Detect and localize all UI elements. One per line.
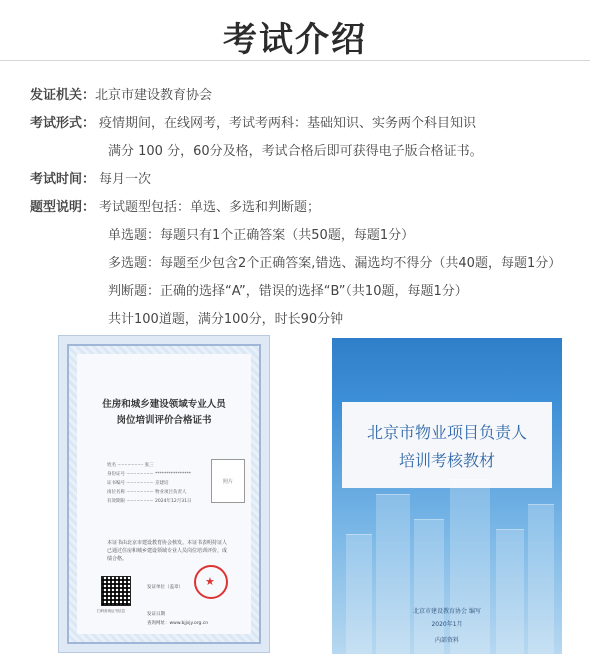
info-value: 考试题型包括：单选、多选和判断题；	[99, 200, 321, 215]
info-label: 题型说明：	[30, 200, 96, 215]
info-value: 共计100道题，满分100分，时长90分钟	[108, 312, 344, 327]
issue-date-label: 发证日期	[147, 612, 165, 617]
building-shape	[376, 494, 410, 654]
header	[0, 0, 590, 62]
textbook-title-panel	[342, 402, 552, 488]
certificate-image	[58, 335, 270, 653]
certificate-field: 有效期限 ··················· 2024年12月31日	[107, 499, 192, 504]
seal-star-icon: ★	[205, 575, 215, 588]
textbook-image	[332, 338, 562, 654]
certificate-paper	[77, 354, 251, 634]
info-row-issuer	[30, 84, 212, 103]
info-row-judge	[108, 280, 468, 299]
page-title: 考试介绍	[223, 20, 367, 60]
textbook-date: 2020年1月	[431, 621, 463, 628]
textbook-note: 内部资料	[434, 637, 459, 644]
info-value: 单选题：每题只有1个正确答案（共50题，每题1分）	[108, 228, 415, 243]
photo-placeholder: 照片	[211, 459, 245, 503]
certificate-field: 证书编号 ··················· 京建培	[107, 481, 169, 486]
info-row-types	[30, 196, 320, 215]
info-value: 每月一次	[99, 172, 152, 187]
info-value: 多选题：每题至少包含2个正确答案,错选、漏选均不得分（共40题，每题1分）	[108, 256, 562, 271]
textbook-title: 北京市物业项目负责人	[366, 423, 527, 442]
certificate-field: 岗位名称 ··················· 物业项目负责人	[107, 490, 187, 495]
info-label: 考试形式：	[30, 116, 96, 131]
certificate-border	[67, 344, 261, 644]
info-value: 北京市建设教育协会	[95, 88, 213, 103]
certificate-subtitle: 岗位培训评价合格证书	[116, 415, 212, 426]
certificate-field: 姓名 ·················· 张三	[107, 463, 154, 468]
info-row-total	[108, 308, 343, 327]
certificate-title: 住房和城乡建设领域专业人员	[102, 399, 226, 410]
textbook-author: 北京市建设教育协会 编写	[413, 608, 481, 615]
info-label: 发证机关：	[30, 88, 96, 103]
qr-code-icon	[101, 576, 131, 606]
info-row-format	[30, 112, 476, 131]
info-row-time	[30, 168, 151, 187]
info-row-format-cont	[108, 140, 483, 159]
info-row-single	[108, 224, 414, 243]
info-value: 满分 100 分，60分及格，考试合格后即可获得电子版合格证书。	[108, 144, 483, 159]
info-value: 判断题：正确的选择“A”，错误的选择“B”（共10题，每题1分）	[108, 284, 468, 299]
textbook-subtitle: 培训考核教材	[398, 451, 495, 470]
building-shape	[528, 504, 554, 654]
info-value: 疫情期间，在线网考，考试考两科：基础知识、实务两个科目知识	[99, 116, 477, 131]
certificate-body: 本证书由北京市建设教育协会核发。本证书表明持证人已通过住房和城乡建设领域专业人员岗位培训评价，成绩合格。	[107, 540, 228, 562]
query-site: 查询网址：www.bjjsjy.org.cn	[147, 621, 209, 626]
info-label: 考试时间：	[30, 172, 96, 187]
certificate-field: 身份证号 ··················· ****************	[107, 472, 192, 477]
title-divider	[0, 60, 590, 61]
building-shape	[414, 519, 444, 654]
qr-caption: 扫码查询证书信息	[97, 609, 125, 613]
issuer-label: 发证单位（盖章）	[147, 585, 183, 590]
info-row-multi	[108, 252, 561, 271]
